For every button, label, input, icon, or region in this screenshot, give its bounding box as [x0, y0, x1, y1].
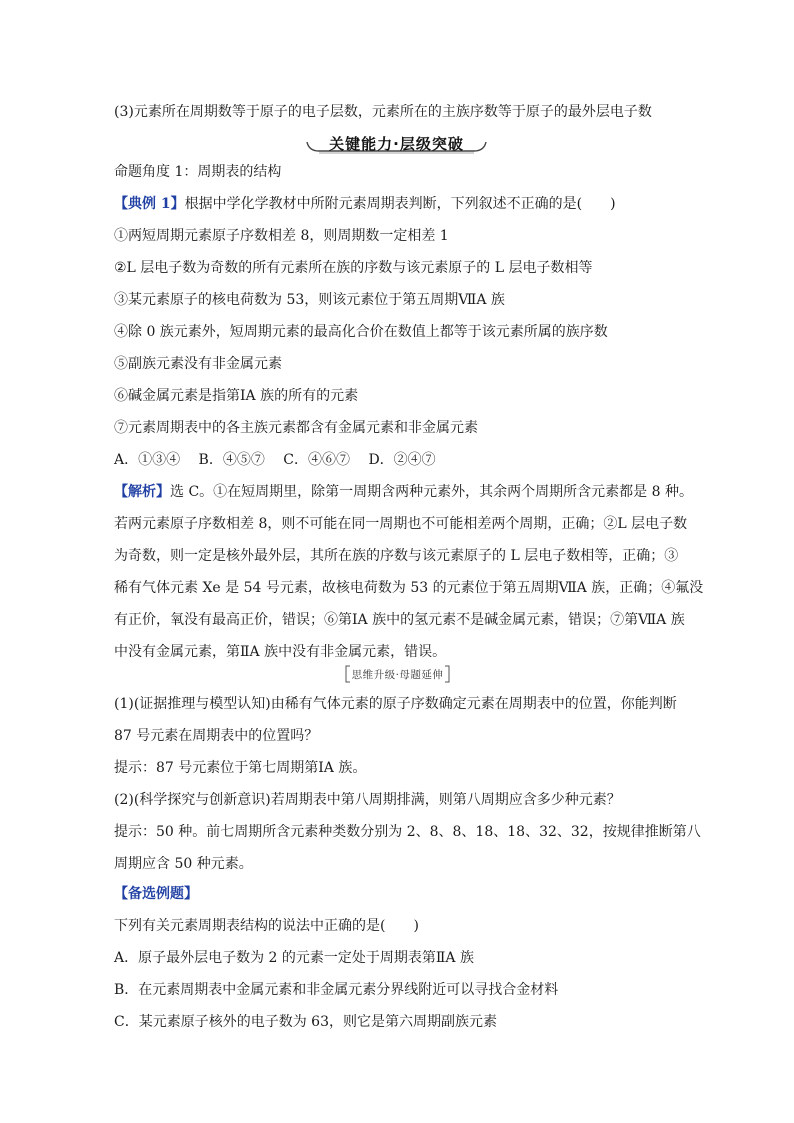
extension-a2-line-2: 周期应含 50 种元素。	[114, 856, 253, 872]
analysis-line-3: 为奇数，则一定是核外最外层，其所在族的序数与该元素原子的 L 层电子数相等，正确；③	[114, 548, 679, 564]
section-banner-title: 关键能力·层级突破	[329, 135, 464, 153]
analysis-tag-open: 【	[114, 484, 128, 500]
backup-heading	[114, 884, 198, 904]
statement-3: ③某元素原子的核电荷数为 53，则该元素位于第五周期ⅦA 族	[114, 292, 505, 308]
backup-question: 下列有关元素周期表结构的说法中正确的是( )	[114, 918, 419, 934]
analysis-line-4: 稀有气体元素 Xe 是 54 号元素，故核电荷数为 53 的元素位于第五周期ⅦA 族，正确；④氟没	[114, 580, 704, 596]
backup-tag: 备选例题	[128, 886, 184, 902]
extension-a2-line-1: 提示：50 种。前七周期所含元素种类数分别为 2、8、8、18、18、32、32，按规律推断第八	[114, 824, 701, 840]
example-tag-open: 【	[114, 196, 128, 212]
statement-5: ⑤副族元素没有非金属元素	[114, 356, 282, 372]
extension-q2: (2)(科学探究与创新意识)若周期表中第八周期排满，则第八周期应含多少种元素？	[114, 792, 621, 808]
extension-q1-line-1: (1)(证据推理与模型认知)由稀有气体元素的原子序数确定元素在周期表中的位置，你能判断	[114, 696, 677, 712]
example-tag: 典例 1	[128, 196, 171, 212]
example-tag-close: 】	[170, 196, 185, 212]
analysis-line-1	[114, 482, 693, 502]
statement-4: ④除 0 族元素外，短周期元素的最高化合价在数值上都等于该元素所属的族序数	[114, 324, 608, 340]
extension-banner-title: 思维升级·母题延伸	[351, 669, 444, 681]
statement-2: ②L 层电子数为奇数的所有元素所在族的序数与该元素原子的 L 层电子数相等	[114, 260, 593, 276]
example-options: A．①③④ B．④⑤⑦ C．④⑥⑦ D．②④⑦	[114, 452, 436, 468]
analysis-line-6: 中没有金属元素，第ⅡA 族中没有非金属元素，错误。	[114, 644, 447, 660]
analysis-tag-close: 】	[156, 484, 170, 500]
backup-option-a: A．原子最外层电子数为 2 的元素一定处于周期表第ⅡA 族	[114, 950, 474, 966]
example-question	[114, 194, 616, 214]
statement-1: ①两短周期元素原子序数相差 8，则周期数一定相差 1	[114, 228, 449, 244]
intro-line: (3)元素所在周期数等于原子的电子层数，元素所在的主族序数等于原子的最外层电子数	[114, 104, 652, 120]
section-banner	[305, 132, 488, 154]
statement-7: ⑦元素周期表中的各主族元素都含有金属元素和非金属元素	[114, 420, 478, 436]
analysis-line-5: 有正价，氧没有最高正价，错误；⑥第ⅠA 族中的氢元素不是碱金属元素，错误；⑦第ⅦA 族	[114, 612, 685, 628]
extension-q1-line-2: 87 号元素在周期表中的位置吗？	[114, 728, 319, 744]
statement-6: ⑥碱金属元素是指第ⅠA 族的所有的元素	[114, 388, 359, 404]
analysis-tag: 解析	[128, 484, 156, 500]
backup-option-b: B．在元素周期表中金属元素和非金属元素分界线附近可以寻找合金材料	[114, 982, 559, 998]
backup-option-c: C．某元素原子核外的电子数为 63，则它是第六周期副族元素	[114, 1014, 497, 1030]
example-question-text: 根据中学化学教材中所附元素周期表判断，下列叙述不正确的是( )	[184, 196, 616, 212]
analysis-line-2: 若两元素原子序数相差 8，则不可能在同一周期也不可能相差两个周期，正确；②L 层电子数	[114, 516, 688, 532]
extension-a1: 提示：87 号元素位于第七周期第ⅠA 族。	[114, 760, 367, 776]
extension-banner	[345, 665, 450, 683]
analysis-text-1: 选 C。①在短周期里，除第一周期含两种元素外，其余两个周期所含元素都是 8 种。	[170, 484, 693, 500]
topic-line: 命题角度 1：周期表的结构	[114, 164, 282, 180]
backup-tag-close: 】	[184, 886, 198, 902]
backup-tag-open: 【	[114, 886, 128, 902]
